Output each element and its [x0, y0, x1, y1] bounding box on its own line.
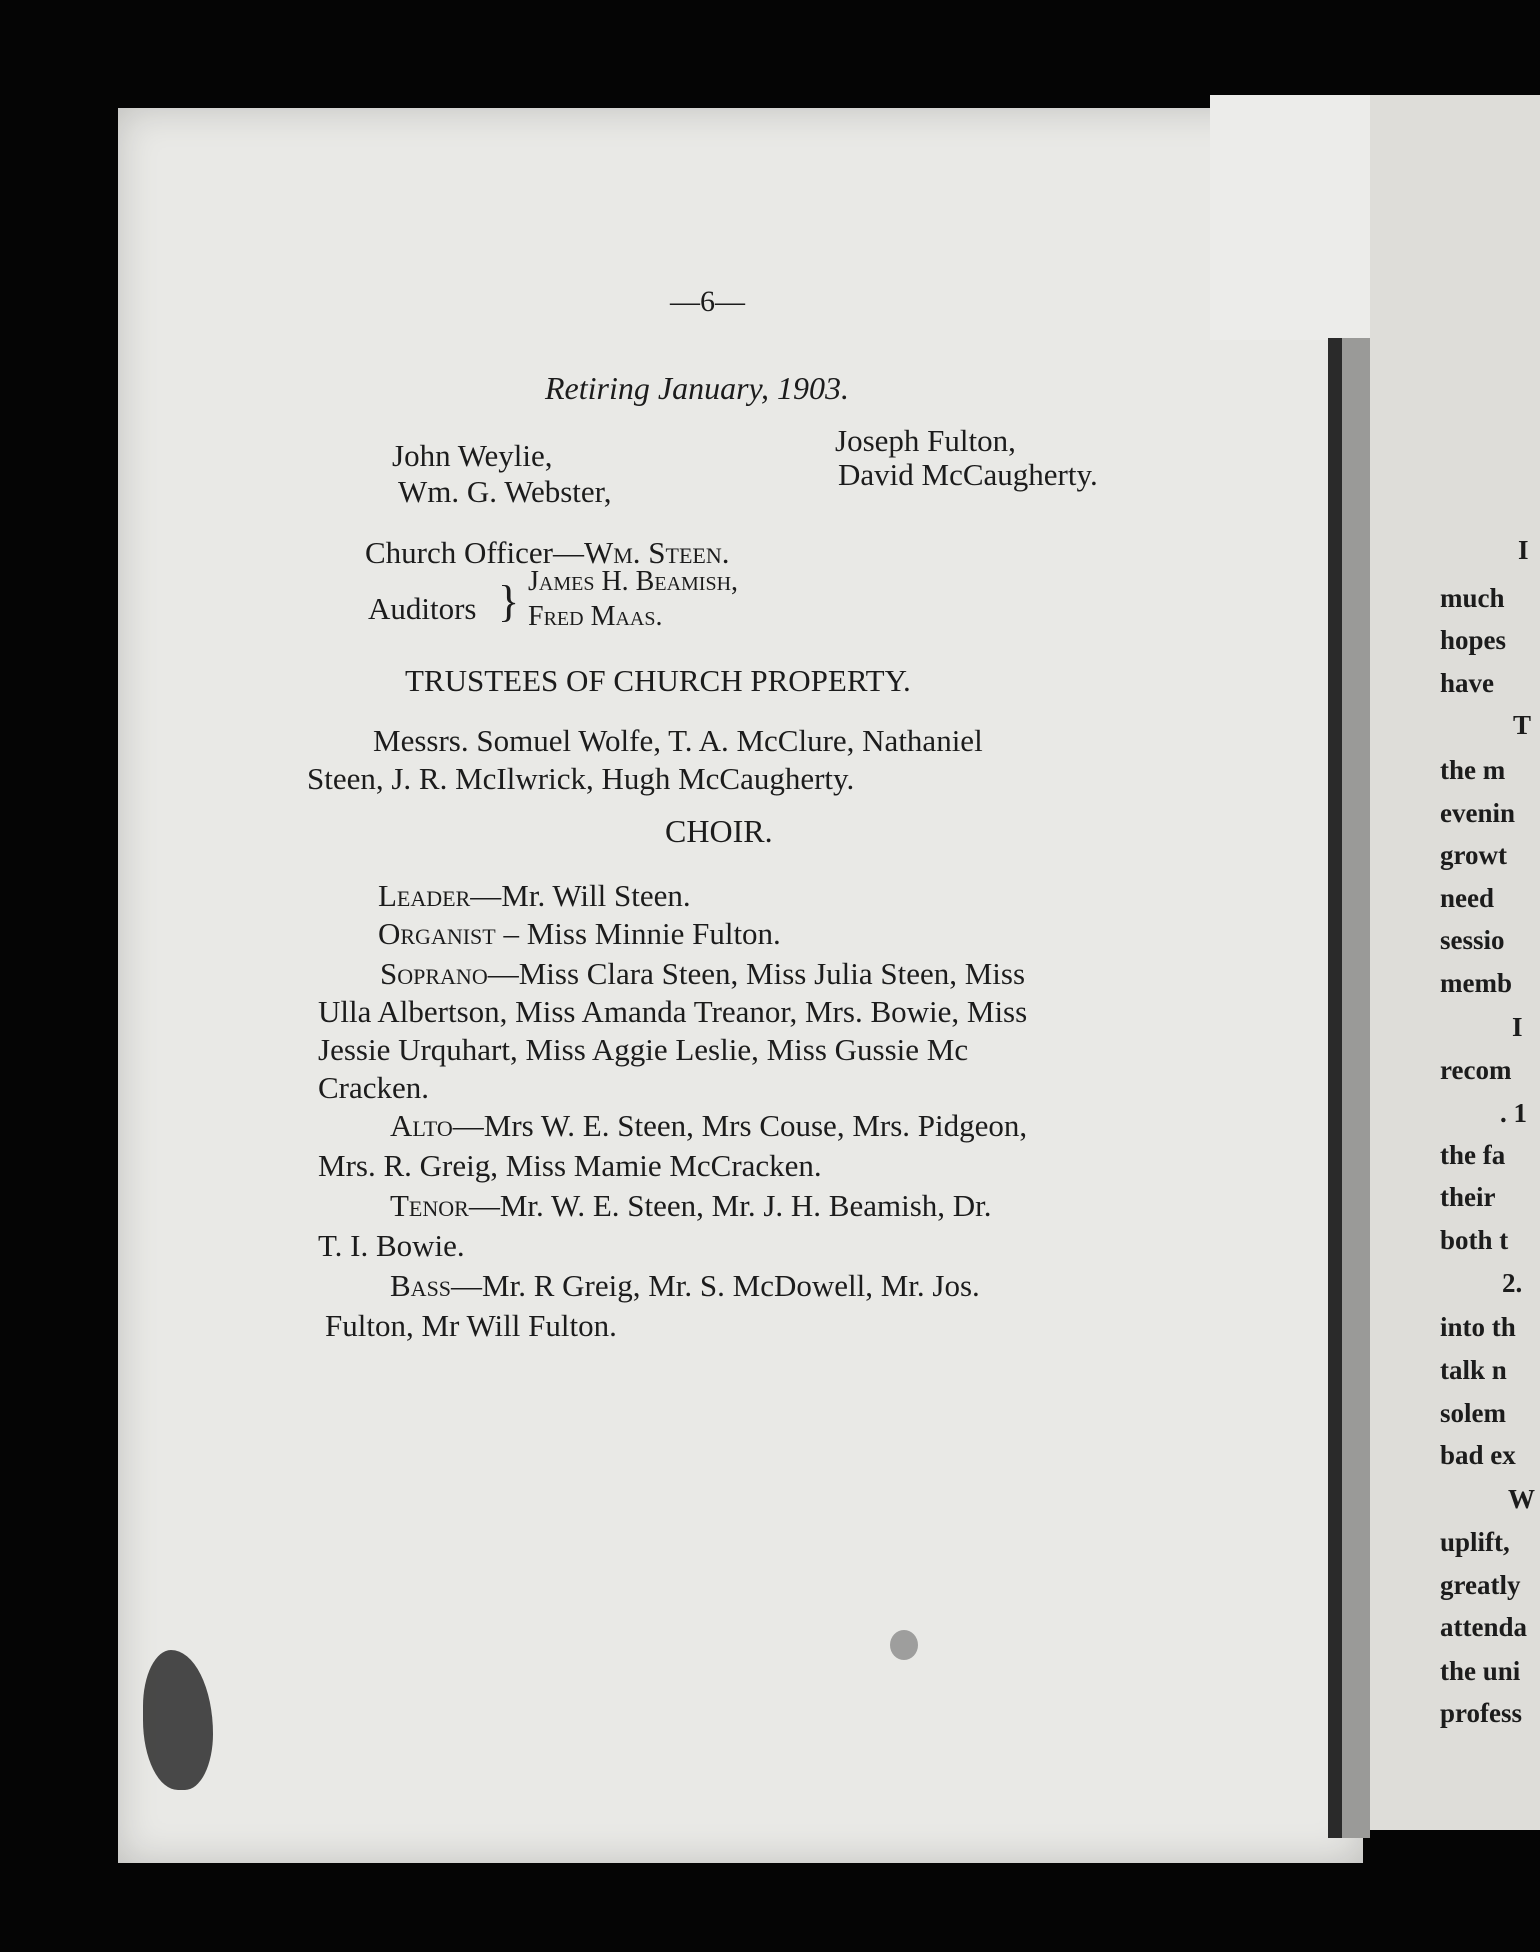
alto-line-1 — [390, 1110, 1027, 1141]
soprano-text-1: —Miss Clara Steen, Miss Julia Steen, Miss — [487, 956, 1026, 991]
facing-fragment: . 1 — [1500, 1098, 1527, 1128]
trustees-heading: TRUSTEES OF CHURCH PROPERTY. — [405, 663, 911, 698]
facing-fragment: need — [1440, 883, 1494, 913]
soprano-label: Soprano — [380, 956, 488, 991]
facing-fragment: I — [1518, 535, 1529, 565]
tenor-label: Tenor — [390, 1188, 469, 1223]
facing-fragment: W — [1508, 1484, 1535, 1514]
bass-line-2: Fulton, Mr Will Fulton. — [325, 1308, 617, 1343]
facing-fragment: profess — [1440, 1698, 1523, 1728]
tenor-text-1: —Mr. W. E. Steen, Mr. J. H. Beamish, Dr. — [468, 1188, 992, 1223]
facing-fragment: hopes — [1440, 625, 1507, 655]
church-officer-name: Wm. Steen. — [583, 535, 730, 570]
trustees-line-2: Steen, J. R. McIlwrick, Hugh McCaugherty. — [307, 761, 855, 796]
facing-fragment: recom — [1440, 1055, 1512, 1085]
tenor-line-2: T. I. Bowie. — [318, 1228, 465, 1263]
church-officer-label: Church Officer— — [365, 535, 584, 570]
choir-heading: CHOIR. — [665, 813, 773, 849]
soprano-line-4: Cracken. — [318, 1070, 430, 1105]
facing-fragment: uplift, — [1440, 1527, 1510, 1557]
page-edge — [1210, 95, 1370, 340]
binding-gutter — [1328, 338, 1342, 1838]
soprano-line-2: Ulla Albertson, Miss Amanda Treanor, Mrs. Bowie, Miss — [318, 994, 1028, 1029]
facing-fragment: evenin — [1440, 798, 1516, 828]
auditors-label: Auditors — [368, 591, 477, 626]
facing-fragment: have — [1440, 668, 1494, 698]
bass-label: Bass — [390, 1268, 452, 1303]
facing-fragment: bad ex — [1440, 1440, 1516, 1470]
page-number: —6— — [670, 285, 745, 318]
soprano-line-3: Jessie Urquhart, Miss Aggie Leslie, Miss Gussie Mc — [318, 1032, 969, 1067]
bass-line-1 — [390, 1270, 980, 1301]
facing-fragment: memb — [1440, 968, 1512, 998]
binding-shadow — [1342, 338, 1370, 1838]
facing-fragment: into th — [1440, 1312, 1516, 1342]
retiring-name-left-1: John Weylie, — [392, 438, 553, 473]
facing-fragment: the fa — [1440, 1140, 1506, 1170]
organist-label: Organist — [378, 916, 496, 951]
tenor-line-1 — [390, 1190, 992, 1221]
trustees-line-1: Messrs. Somuel Wolfe, T. A. McClure, Nathaniel — [373, 723, 983, 758]
choir-organist — [378, 918, 781, 949]
facing-fragment: both t — [1440, 1225, 1509, 1255]
retiring-name-left-2: Wm. G. Webster, — [398, 474, 612, 509]
choir-leader — [378, 880, 691, 911]
alto-label: Alto — [390, 1108, 453, 1143]
auditor-name-1: James H. Beamish, — [528, 566, 739, 597]
leader-text: —Mr. Will Steen. — [470, 878, 691, 913]
facing-fragment: I — [1512, 1012, 1523, 1042]
facing-fragment: sessio — [1440, 925, 1505, 955]
facing-fragment: talk n — [1440, 1355, 1507, 1385]
facing-fragment: growt — [1440, 840, 1507, 870]
facing-fragment: the uni — [1440, 1656, 1521, 1686]
facing-fragment: attenda — [1440, 1612, 1527, 1642]
alto-text-1: —Mrs W. E. Steen, Mrs Couse, Mrs. Pidgeon, — [452, 1108, 1028, 1143]
soprano-line-1 — [380, 958, 1025, 989]
retiring-name-right-2: David McCaugherty. — [838, 457, 1098, 492]
facing-fragment: greatly — [1440, 1570, 1521, 1600]
church-officer-line — [365, 537, 729, 568]
facing-fragment: much — [1440, 583, 1505, 613]
facing-fragment: the m — [1440, 755, 1506, 785]
auditor-name-2: Fred Maas. — [528, 601, 663, 632]
auditors-brace: } — [498, 577, 520, 626]
facing-fragment: 2. — [1502, 1268, 1523, 1298]
leader-label: Leader — [378, 878, 471, 913]
facing-fragment: T — [1513, 710, 1532, 740]
facing-fragment: their — [1440, 1182, 1496, 1212]
facing-fragment: solem — [1440, 1398, 1506, 1428]
bass-text-1: —Mr. R Greig, Mr. S. McDowell, Mr. Jos. — [451, 1268, 980, 1303]
organist-text: – Miss Minnie Fulton. — [495, 916, 781, 951]
paper-spot — [890, 1630, 918, 1660]
retiring-heading: Retiring January, 1903. — [545, 370, 849, 406]
retiring-name-right-1: Joseph Fulton, — [835, 423, 1016, 458]
alto-line-2: Mrs. R. Greig, Miss Mamie McCracken. — [318, 1148, 822, 1183]
